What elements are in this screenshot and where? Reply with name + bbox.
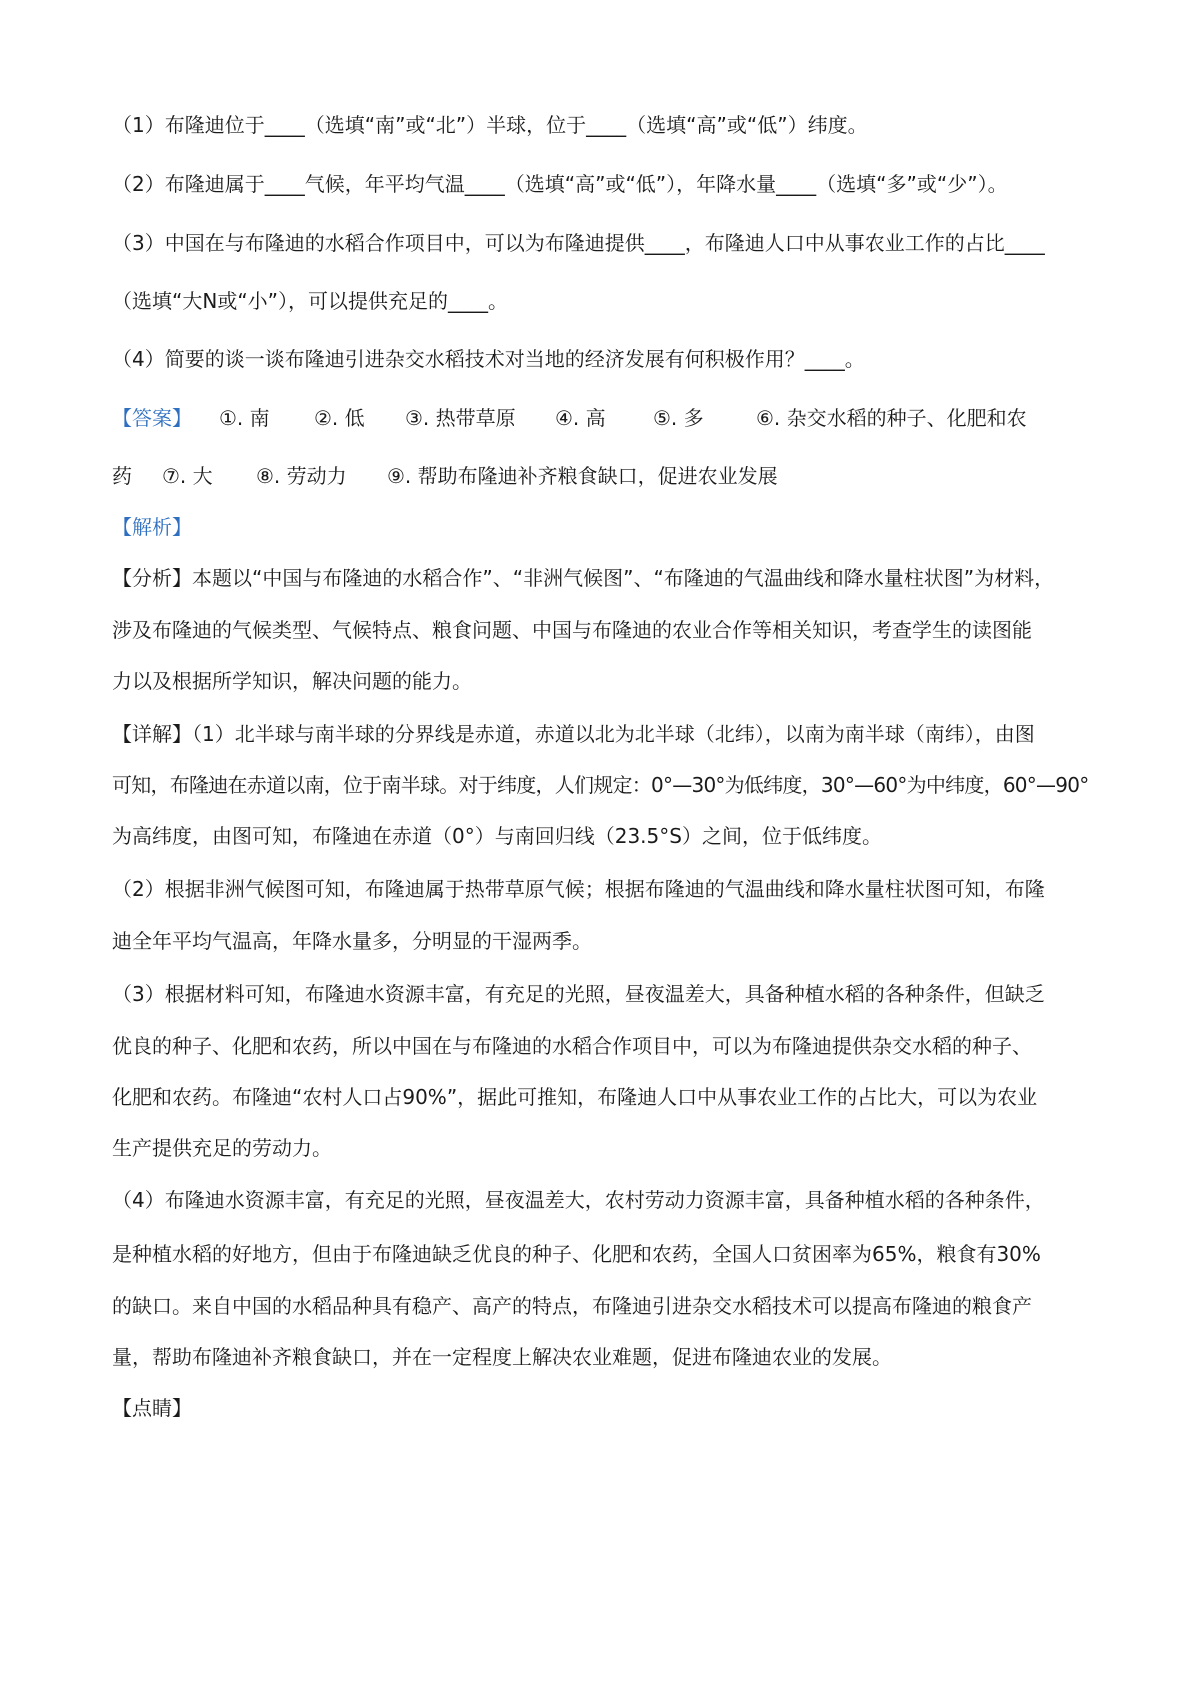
fenxi-label: 【分析】 xyxy=(112,566,192,590)
question-3-line-2: （选填“大N或“小”），可以提供充足的____。 xyxy=(112,289,509,313)
detail-p3-line-2: 优良的种子、化肥和农药，所以中国在与布隆迪的水稻合作项目中，可以为布隆迪提供杂交水稻的种子、 xyxy=(112,1034,1032,1058)
answer-item-4: ④. 高 xyxy=(555,406,606,430)
fenxi-line-3: 力以及根据所学知识，解决问题的能力。 xyxy=(112,669,472,693)
detail-p1-line-3: 为高纬度，由图可知，布隆迪在赤道（0°）与南回归线（23.5°S）之间，位于低纬度。 xyxy=(112,824,882,848)
answer-item-6: ⑥. 杂交水稻的种子、化肥和农 xyxy=(756,406,1027,430)
answer-item-5: ⑤. 多 xyxy=(653,406,704,430)
detail-p3-line-4: 生产提供充足的劳动力。 xyxy=(112,1136,332,1160)
detail-p4-line-2: 是种植水稻的好地方，但由于布隆迪缺乏优良的种子、化肥和农药，全国人口贫困率为65%，粮食有30% xyxy=(112,1242,1041,1266)
question-1: （1）布隆迪位于____（选填“南”或“北”）半球，位于____（选填“高”或“低”）纬度。 xyxy=(112,113,868,137)
detail-p4-line-3: 的缺口。来自中国的水稻品种具有稳产、高产的特点，布隆迪引进杂交水稻技术可以提高布隆迪的粮食产 xyxy=(112,1294,1032,1318)
answer-line-1 xyxy=(112,404,1100,432)
answer-item-8: ⑧. 劳动力 xyxy=(256,464,347,488)
detail-p4-line-4: 量，帮助布隆迪补齐粮食缺口，并在一定程度上解决农业难题，促进布隆迪农业的发展。 xyxy=(112,1345,892,1369)
analysis-label: 【解析】 xyxy=(112,515,192,539)
answer-label: 【答案】 xyxy=(112,406,192,430)
answer-item-1: ①. 南 xyxy=(219,406,270,430)
detail-p2-line-2: 迪全年平均气温高，年降水量多，分明显的干湿两季。 xyxy=(112,929,592,953)
detail-p3-line-1: （3）根据材料可知，布隆迪水资源丰富，有充足的光照，昼夜温差大，具备种植水稻的各种条件，但缺乏 xyxy=(112,982,1045,1006)
fenxi-line-1 xyxy=(112,564,1100,592)
fenxi-text-1: 本题以“中国与布隆迪的水稻合作”、“非洲气候图”、“布隆迪的气温曲线和降水量柱状图”为材料， xyxy=(192,566,1055,590)
detail-p1-line-1: （1）北半球与南半球的分界线是赤道，赤道以北为北半球（北纬），以南为南半球（南纬），由图 xyxy=(192,722,1035,746)
detail-p3-line-3: 化肥和农药。布隆迪“农村人口占90%”，据此可推知，布隆迪人口中从事农业工作的占比大，可以为农业 xyxy=(112,1085,1038,1109)
detail-p2-line-1: （2）根据非洲气候图可知，布隆迪属于热带草原气候；根据布隆迪的气温曲线和降水量柱状图可知，布隆 xyxy=(112,877,1045,901)
xiangjie-label: 【详解】 xyxy=(112,722,192,746)
question-3-line-1: （3）中国在与布隆迪的水稻合作项目中，可以为布隆迪提供____，布隆迪人口中从事农业工作的占比____ xyxy=(112,231,1045,255)
detail-p4-line-1: （4）布隆迪水资源丰富，有充足的光照，昼夜温差大，农村劳动力资源丰富，具备种植水稻的各种条件， xyxy=(112,1188,1045,1212)
answer-item-3: ③. 热带草原 xyxy=(405,406,516,430)
answer-line-2 xyxy=(112,462,1100,490)
answer-item-6-cont: 药 xyxy=(112,464,132,488)
question-4: （4）简要的谈一谈布隆迪引进杂交水稻技术对当地的经济发展有何积极作用？____。 xyxy=(112,347,865,371)
detail-p1-line-2: 可知，布隆迪在赤道以南，位于南半球。对于纬度，人们规定：0°—30°为低纬度，30°—60°为中纬度，60°—90° xyxy=(112,773,1089,797)
fenxi-line-2: 涉及布隆迪的气候类型、气候特点、粮食问题、中国与布隆迪的农业合作等相关知识，考查学生的读图能 xyxy=(112,618,1032,642)
answer-item-2: ②. 低 xyxy=(314,406,365,430)
xiangjie-line-1 xyxy=(112,720,1100,748)
answer-item-7: ⑦. 大 xyxy=(162,464,213,488)
dianjing-label: 【点睛】 xyxy=(112,1396,192,1420)
answer-item-9: ⑨. 帮助布隆迪补齐粮食缺口，促进农业发展 xyxy=(387,464,778,488)
question-2: （2）布隆迪属于____气候，年平均气温____（选填“高”或“低”），年降水量____（选填“多”或“少”）。 xyxy=(112,172,1008,196)
